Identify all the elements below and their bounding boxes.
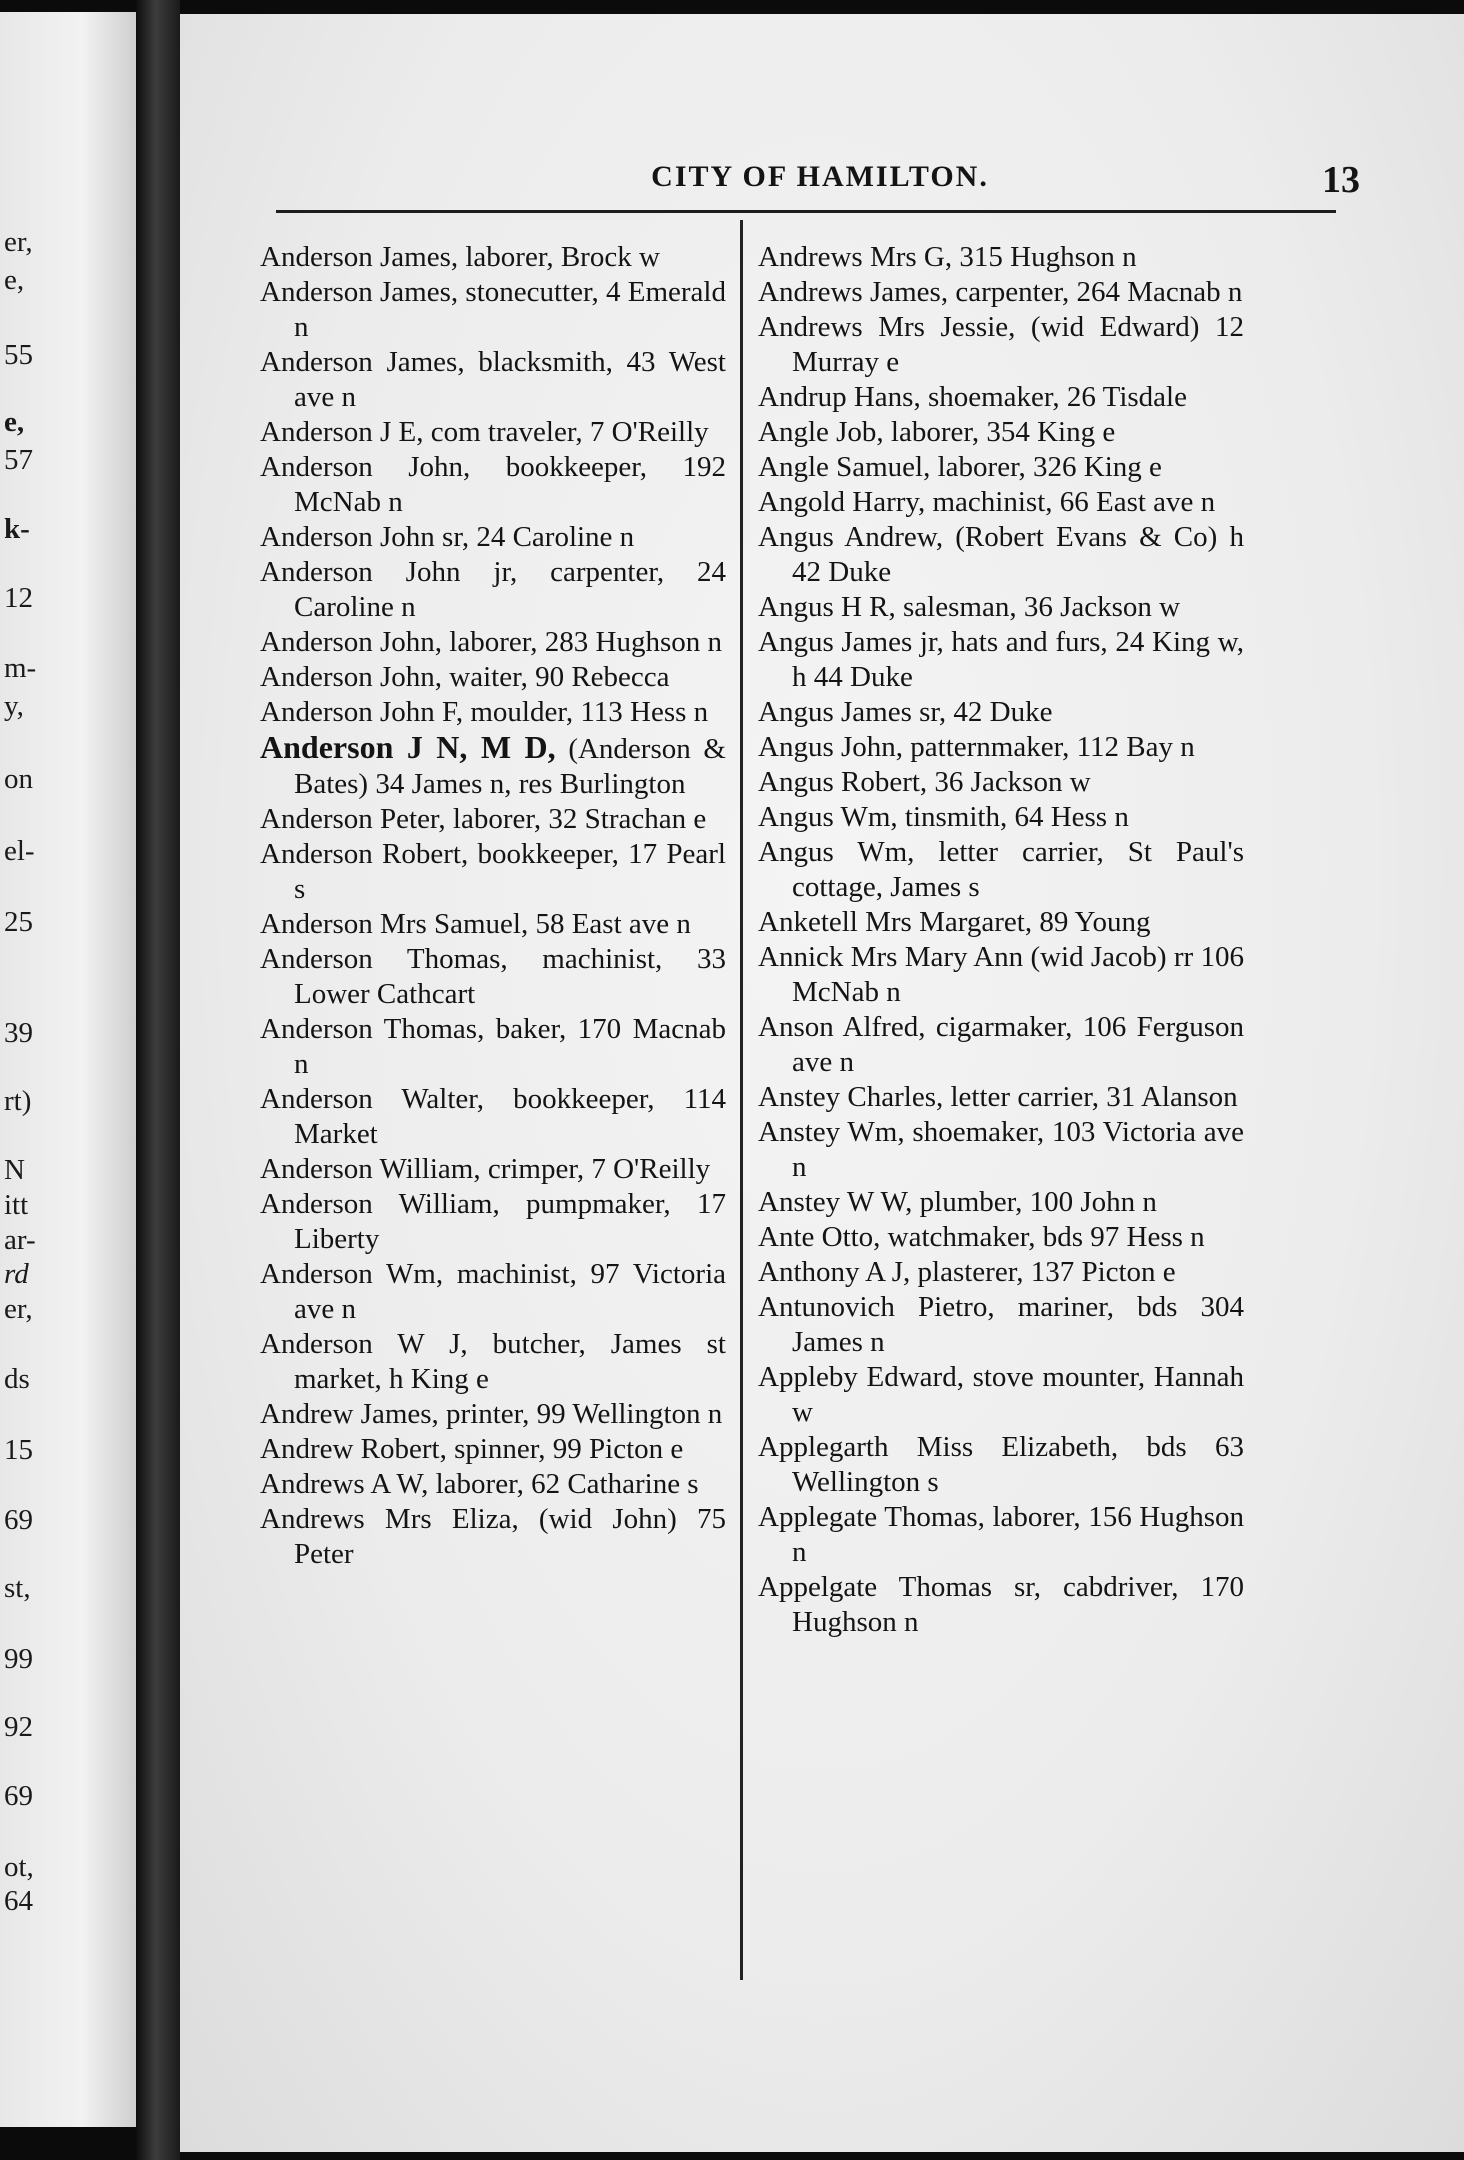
previous-page-fragment: 92: [4, 1711, 33, 1743]
directory-entry: [260, 1257, 726, 1327]
directory-entry: [260, 942, 726, 1012]
previous-page-fragment: m-: [4, 652, 37, 684]
previous-page-fragment: 99: [4, 1643, 33, 1675]
previous-page-fragment: 15: [4, 1434, 33, 1466]
directory-entry: [758, 450, 1244, 485]
entry-text: Anstey Wm, shoemaker, 103 Victoria ave n: [758, 1116, 1244, 1183]
entry-text: Ante Otto, watchmaker, bds 97 Hess n: [758, 1221, 1205, 1253]
directory-entry: [758, 765, 1244, 800]
directory-entry: [260, 837, 726, 907]
entry-text: Anderson John, laborer, 283 Hughson n: [260, 626, 722, 658]
directory-entry: [758, 310, 1244, 380]
previous-page-fragment: 12: [4, 582, 33, 614]
previous-page-fragment: ot,: [4, 1851, 34, 1883]
entry-text: Applegate Thomas, laborer, 156 Hughson n: [758, 1501, 1244, 1568]
entry-text: Anderson Mrs Samuel, 58 East ave n: [260, 908, 691, 940]
entry-text: Angus James sr, 42 Duke: [758, 696, 1053, 728]
previous-page-fragment: 39: [4, 1017, 33, 1049]
entry-text: Anketell Mrs Margaret, 89 Young: [758, 906, 1151, 938]
directory-entry: [758, 730, 1244, 765]
entry-text: Angold Harry, machinist, 66 East ave n: [758, 486, 1216, 518]
directory-entry: [260, 1432, 726, 1467]
entry-text: Anderson John sr, 24 Caroline n: [260, 521, 635, 553]
directory-entry: [260, 1012, 726, 1082]
directory-entry: [260, 625, 726, 660]
directory-entry: [260, 275, 726, 345]
directory-entry: [758, 485, 1244, 520]
entry-text: Angus Wm, tinsmith, 64 Hess n: [758, 801, 1129, 833]
directory-entry: [758, 1220, 1244, 1255]
entry-text: Antunovich Pietro, mariner, bds 304 James n: [758, 1291, 1244, 1358]
entry-text: Andrew James, printer, 99 Wellington n: [260, 1398, 723, 1430]
previous-page-fragment: N: [4, 1154, 25, 1186]
entry-text: Anstey Charles, letter carrier, 31 Alanson: [758, 1081, 1238, 1113]
entry-name-bold: Anderson J N, M D,: [260, 729, 556, 765]
entry-text: Angus Robert, 36 Jackson w: [758, 766, 1091, 798]
directory-entry: [758, 520, 1244, 590]
directory-entry: [260, 1467, 726, 1502]
entry-text: Angus James jr, hats and furs, 24 King w, h 44 Duke: [758, 626, 1244, 693]
directory-entry: [758, 1115, 1244, 1185]
entry-text: Appleby Edward, stove mounter, Hannah w: [758, 1361, 1244, 1428]
directory-entry: [758, 1500, 1244, 1570]
entry-text: Andrews James, carpenter, 264 Macnab n: [758, 276, 1243, 308]
entry-text: Anderson Peter, laborer, 32 Strachan e: [260, 803, 707, 835]
entry-text: Angle Job, laborer, 354 King e: [758, 416, 1116, 448]
directory-entry: [758, 1360, 1244, 1430]
entry-text: Andrews Mrs Jessie, (wid Edward) 12 Murray e: [758, 311, 1244, 378]
directory-entry: [260, 345, 726, 415]
entry-text: Angus H R, salesman, 36 Jackson w: [758, 591, 1181, 623]
directory-entry: [758, 1570, 1244, 1640]
left-column: [260, 240, 726, 1572]
previous-page-fragment: rd: [4, 1258, 29, 1290]
previous-page-fragment: on: [4, 763, 33, 795]
header-rule: [276, 210, 1336, 213]
entry-text: Anderson William, pumpmaker, 17 Liberty: [260, 1188, 726, 1255]
directory-entry: [260, 1152, 726, 1187]
entry-text: Andrup Hans, shoemaker, 26 Tisdale: [758, 381, 1187, 413]
directory-entry: [758, 1255, 1244, 1290]
directory-entry: [260, 695, 726, 730]
previous-page-fragment: 57: [4, 444, 33, 476]
directory-page: [180, 14, 1464, 2152]
directory-entry: [260, 730, 726, 802]
directory-entry: [758, 1430, 1244, 1500]
page-number: 13: [1322, 159, 1360, 201]
directory-entry: [758, 380, 1244, 415]
entry-text: Anderson John jr, carpenter, 24 Caroline n: [260, 556, 726, 623]
previous-page-fragment: er,: [4, 1293, 33, 1325]
entry-text: Andrews A W, laborer, 62 Catharine s: [260, 1468, 699, 1500]
entry-text: Andrews Mrs G, 315 Hughson n: [758, 241, 1137, 273]
entry-text: Anderson John F, moulder, 113 Hess n: [260, 696, 709, 728]
entry-text: Anstey W W, plumber, 100 John n: [758, 1186, 1157, 1218]
previous-page-fragment: 69: [4, 1504, 33, 1536]
column-divider: [740, 220, 743, 1980]
directory-entry: [260, 240, 726, 275]
directory-entry: [260, 450, 726, 520]
entry-text: Andrews Mrs Eliza, (wid John) 75 Peter: [260, 1503, 726, 1570]
directory-entry: [260, 907, 726, 942]
entry-text: Anson Alfred, cigarmaker, 106 Ferguson ave n: [758, 1011, 1244, 1078]
directory-entry: [758, 940, 1244, 1010]
directory-entry: [758, 835, 1244, 905]
directory-entry: [260, 802, 726, 837]
entry-text: Anderson Thomas, baker, 170 Macnab n: [260, 1013, 726, 1080]
entry-text: Andrew Robert, spinner, 99 Picton e: [260, 1433, 684, 1465]
page-header: [280, 150, 1360, 200]
entry-text: Angus John, patternmaker, 112 Bay n: [758, 731, 1195, 763]
directory-entry: [758, 695, 1244, 730]
previous-page-fragment: e,: [4, 406, 25, 438]
book-gutter: [136, 0, 180, 2160]
previous-page-fragment: 64: [4, 1885, 33, 1917]
previous-page-edge: [0, 12, 136, 2127]
previous-page-fragment: 25: [4, 906, 33, 938]
directory-entry: [260, 555, 726, 625]
entry-text: Angle Samuel, laborer, 326 King e: [758, 451, 1162, 483]
entry-text: Anderson John, bookkeeper, 192 McNab n: [260, 451, 726, 518]
directory-entry: [758, 905, 1244, 940]
previous-page-fragment: ds: [4, 1363, 30, 1395]
entry-text: Anderson James, laborer, Brock w: [260, 241, 660, 273]
entry-text: Anderson W J, butcher, James st market, h King e: [260, 1328, 726, 1395]
previous-page-fragment: ar-: [4, 1224, 36, 1256]
entry-text: Anderson Walter, bookkeeper, 114 Market: [260, 1083, 726, 1150]
directory-entry: [758, 415, 1244, 450]
entry-text: Anderson J E, com traveler, 7 O'Reilly: [260, 416, 709, 448]
directory-entry: [758, 1185, 1244, 1220]
directory-entry: [758, 240, 1244, 275]
entry-text: Angus Andrew, (Robert Evans & Co) h 42 Duke: [758, 521, 1244, 588]
entry-text: (Anderson & Bates) 34 James n, res Burlington: [294, 733, 726, 800]
entry-text: Anderson James, blacksmith, 43 West ave n: [260, 346, 726, 413]
directory-entry: [260, 660, 726, 695]
right-column: [758, 240, 1244, 1640]
entry-text: Anderson John, waiter, 90 Rebecca: [260, 661, 670, 693]
previous-page-fragment: y,: [4, 690, 24, 722]
directory-entry: [758, 800, 1244, 835]
entry-text: Anderson William, crimper, 7 O'Reilly: [260, 1153, 711, 1185]
directory-entry: [260, 415, 726, 450]
previous-page-fragment: rt): [4, 1085, 32, 1117]
entry-text: Applegarth Miss Elizabeth, bds 63 Wellington s: [758, 1431, 1244, 1498]
directory-entry: [260, 1082, 726, 1152]
directory-entry: [260, 1397, 726, 1432]
directory-entry: [758, 1080, 1244, 1115]
entry-text: Anthony A J, plasterer, 137 Picton e: [758, 1256, 1176, 1288]
directory-entry: [758, 1290, 1244, 1360]
entry-text: Annick Mrs Mary Ann (wid Jacob) rr 106 McNab n: [758, 941, 1244, 1008]
entry-text: Anderson Robert, bookkeeper, 17 Pearl s: [260, 838, 726, 905]
entry-text: Anderson Thomas, machinist, 33 Lower Cathcart: [260, 943, 726, 1010]
directory-entry: [260, 1502, 726, 1572]
entry-text: Anderson James, stonecutter, 4 Emerald n: [260, 276, 726, 343]
previous-page-fragment: itt: [4, 1189, 29, 1221]
previous-page-fragment: k-: [4, 513, 30, 545]
directory-entry: [260, 520, 726, 555]
entry-text: Angus Wm, letter carrier, St Paul's cottage, James s: [758, 836, 1244, 903]
entry-text: Anderson Wm, machinist, 97 Victoria ave n: [260, 1258, 726, 1325]
directory-entry: [758, 1010, 1244, 1080]
previous-page-fragment: st,: [4, 1572, 31, 1604]
entry-text: Appelgate Thomas sr, cabdriver, 170 Hughson n: [758, 1571, 1244, 1638]
directory-entry: [758, 590, 1244, 625]
directory-entry: [260, 1187, 726, 1257]
previous-page-fragment: e,: [4, 264, 25, 296]
previous-page-fragment: el-: [4, 835, 35, 867]
running-title: CITY OF HAMILTON.: [651, 160, 989, 193]
directory-entry: [758, 625, 1244, 695]
directory-entry: [260, 1327, 726, 1397]
previous-page-fragment: 55: [4, 339, 33, 371]
previous-page-fragment: er,: [4, 226, 33, 258]
previous-page-fragment: 69: [4, 1780, 33, 1812]
directory-entry: [758, 275, 1244, 310]
